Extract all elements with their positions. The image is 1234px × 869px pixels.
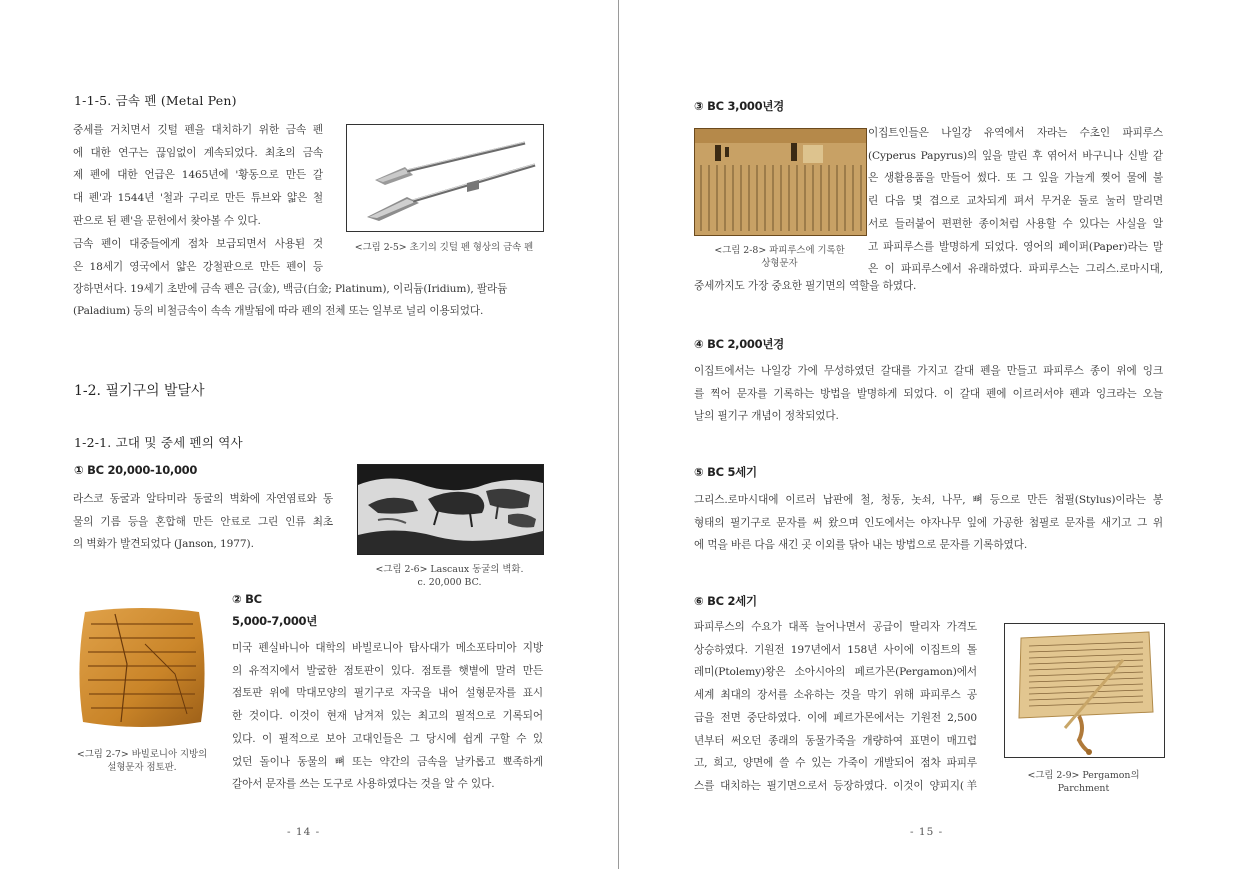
period-title-3: ③ BC 3,000년경 [694,99,784,113]
period-title-1: ① BC 20,000-10,000 [74,463,198,477]
text-line: 은 이 파피루스에서 유래하였다. 파피루스는 그리스.로마시대, [868,263,1163,276]
section-heading-1-1-5: 1-1-5. 금속 펜 (Metal Pen) [74,93,237,108]
period-title-2b: 5,000-7,000년 [232,614,318,628]
figure-2-8-caption [694,244,865,270]
papyrus-image [695,129,866,235]
text-line: 제 펜에 대한 언급은 1465년에 '황동으로 만든 갈 [73,169,323,182]
text-line: 미국 펜실바니아 대학의 바빌로니아 탐사대가 메소포타미아 지방 [232,642,543,654]
item-3-paragraph [868,122,1163,281]
text-line: 에 대한 연구는 끊임없이 계속되었다. 최초의 금속 [73,146,323,159]
period-title-2: ② BC [232,592,262,606]
period-title-6: ⑥ BC 2세기 [694,594,757,608]
text-line: 점토판 위에 막대모양의 필기구로 자국을 내어 설형문자를 표시 [232,687,543,700]
text-line: 있다. 이 필적으로 보아 고대인들은 그 당시에 쉽게 구할 수 있 [232,732,543,745]
clay-tablet-image [75,604,209,732]
period-title-5: ⑤ BC 5세기 [694,465,757,479]
page-number-left: - 14 - [287,826,321,838]
text-line: 세계 최대의 장서를 소유하는 것을 막기 위해 파피루스 공 [694,689,977,702]
text-line: 형태의 필기구로 문자를 써 왔으며 인도에서는 야자나무 잎에 가공한 첨필로 문자를 새기고 그 위 [694,516,1163,529]
text-line: 레미(Ptolemy)왕은 소아시아의 페르가몬(Pergamon)에서 [694,666,977,679]
cave-painting-image [358,465,543,554]
metal-pen-paragraph-2 [73,233,323,278]
text-line: 서로 들러붙어 편편한 종이처럼 사용할 수 있다는 사실을 알 [868,217,1163,230]
caption-line: 설형문자 점토판. [107,762,177,773]
text-line: 한 것이다. 이것이 현재 남겨져 있는 최고의 필적으로 기록되어 [232,710,543,723]
text-line: 고, 희고, 양면에 쓸 수 있는 가죽이 개발되어 점차 파피루 [694,757,977,770]
right-page [619,0,1234,869]
text-line: 물의 기름 등을 혼합해 만든 안료로 그린 인류 최초 [73,515,333,528]
figure-2-6 [357,464,544,555]
text-line: 중세를 거치면서 깃털 펜을 대치하기 위한 금속 펜 [73,124,323,136]
figure-2-7-caption [70,748,214,774]
text-line: 파피루스의 수요가 대폭 늘어나면서 공급이 딸리자 가격도 [694,621,977,633]
text-line: 은 생활용품을 만들어 썼다. 또 그 잎을 가늘게 찢어 물에 불 [868,172,1163,185]
figure-2-7 [75,604,209,732]
text-line: (Cyperus Papyrus)의 잎을 말린 후 엮어서 바구니나 신발 같 [868,149,1163,162]
figure-2-9-caption: <그림 2-9> Pergamon의 Parchment [1027,770,1140,794]
figure-2-6-caption [357,563,542,589]
item-6-paragraph [694,616,977,798]
text-line: 금속 펜이 대중들에게 점차 보급되면서 사용된 것 [73,238,323,250]
metal-pen-image [347,125,543,231]
figure-2-8 [694,128,867,236]
item-4-paragraph [694,360,1163,428]
text-line: 중세까지도 가장 중요한 필기면의 역할을 하였다. [694,280,917,292]
item-5-paragraph [694,489,1163,557]
item-2-paragraph [232,637,543,796]
text-line: 날의 필기구 개념이 정착되었다. [694,410,839,423]
text-line: 에 먹을 바른 다음 새긴 곳 이외를 닦아 내는 방법으로 문자를 기록하였다. [694,539,1028,552]
caption-line: <그림 2-7> 바빌로니아 지방의 [76,749,208,760]
metal-pen-paragraph [73,119,323,233]
text-line: 장하면서다. 19세기 초반에 금속 펜은 금(金), 백금(白金; Platinum), 이리듐(Iridium), 팔라듐 [73,283,508,295]
text-line: 스를 대치하는 필기면으로서 등장하였다. 이것이 양피지(羊 [694,779,977,792]
text-line: 라스코 동굴과 알타미라 동굴의 벽화에 자연염료와 동 [73,493,333,505]
caption-line: <그림 2-8> 파피루스에 기록한 [714,245,845,256]
caption-line: c. 20,000 BC. [417,577,482,588]
period-title-4: ④ BC 2,000년경 [694,337,784,351]
text-line: 갈아서 문자를 쓰는 도구로 사용하였다는 것을 알 수 있다. [232,778,495,791]
figure-2-5 [346,124,544,232]
text-line: 그리스.로마시대에 이르러 납판에 철, 청동, 놋쇠, 나무, 뼈 등으로 만든 첨필(Stylus)이라는 봉 [694,494,1163,506]
text-line: 이집트인들은 나일강 유역에서 자라는 수초인 파피루스 [868,127,1163,139]
text-line: 상승하였다. 기원전 197년에서 158년 사이에 이집트의 톨 [694,643,977,656]
section-heading-1-2-1: 1-2-1. 고대 및 중세 펜의 역사 [74,435,243,450]
caption-line: <그림 2-6> Lascaux 동굴의 벽화. [375,564,524,575]
parchment-image [1005,624,1164,757]
text-line: 대 펜'과 1544년 '철과 구리로 만든 튜브와 얇은 철 [73,192,323,205]
caption-line: 상형문자 [761,258,798,269]
text-line: 급을 전면 중단하였다. 이에 페르가몬에서는 기원전 2,500 [694,711,977,724]
text-line: 은 18세기 영국에서 얇은 강철판으로 만든 펜이 등 [73,260,323,273]
text-line: 년부터 써오던 종래의 동물가죽을 개량하여 표면이 매끄럽 [694,734,977,747]
text-line: 를 찍어 문자를 기록하는 방법을 발명하게 되었다. 이 갈대 펜에 이르러서야 펜과 잉크라는 오늘 [694,387,1163,400]
page-number-right: - 15 - [910,826,944,838]
text-line: 린 다음 몇 겹으로 교차되게 펴서 무거운 돌로 눌러 말리면 [868,195,1163,208]
figure-2-9 [1004,623,1165,758]
item-1-paragraph [73,488,333,556]
text-line: 이집트에서는 나일강 가에 무성하였던 갈대를 가지고 갈대 펜을 만들고 파피루스 종이 위에 잉크 [694,365,1163,377]
section-heading-1-2: 1-2. 필기구의 발달사 [74,383,205,399]
text-line: 판으로 된 펜'을 문헌에서 찾아볼 수 있다. [73,214,261,227]
text-line: 었던 돌이나 동물의 뼈 또는 약간의 금속을 날카롭고 뾰족하게 [232,755,543,768]
text-line: 의 벽화가 발견되었다 (Janson, 1977). [73,538,254,551]
figure-2-5-caption: <그림 2-5> 초기의 깃털 펜 형상의 금속 펜 [354,242,534,253]
text-line: 의 유적지에서 발굴한 점토판이 있다. 점토를 햇볕에 말려 만든 [232,664,543,677]
text-line: (Paladium) 등의 비철금속이 속속 개발됨에 따라 펜의 전체 또는 일부로 널리 이용되었다. [73,305,484,317]
text-line: 고 파피루스를 발명하게 되었다. 영어의 페이퍼(Paper)라는 말 [868,240,1163,253]
